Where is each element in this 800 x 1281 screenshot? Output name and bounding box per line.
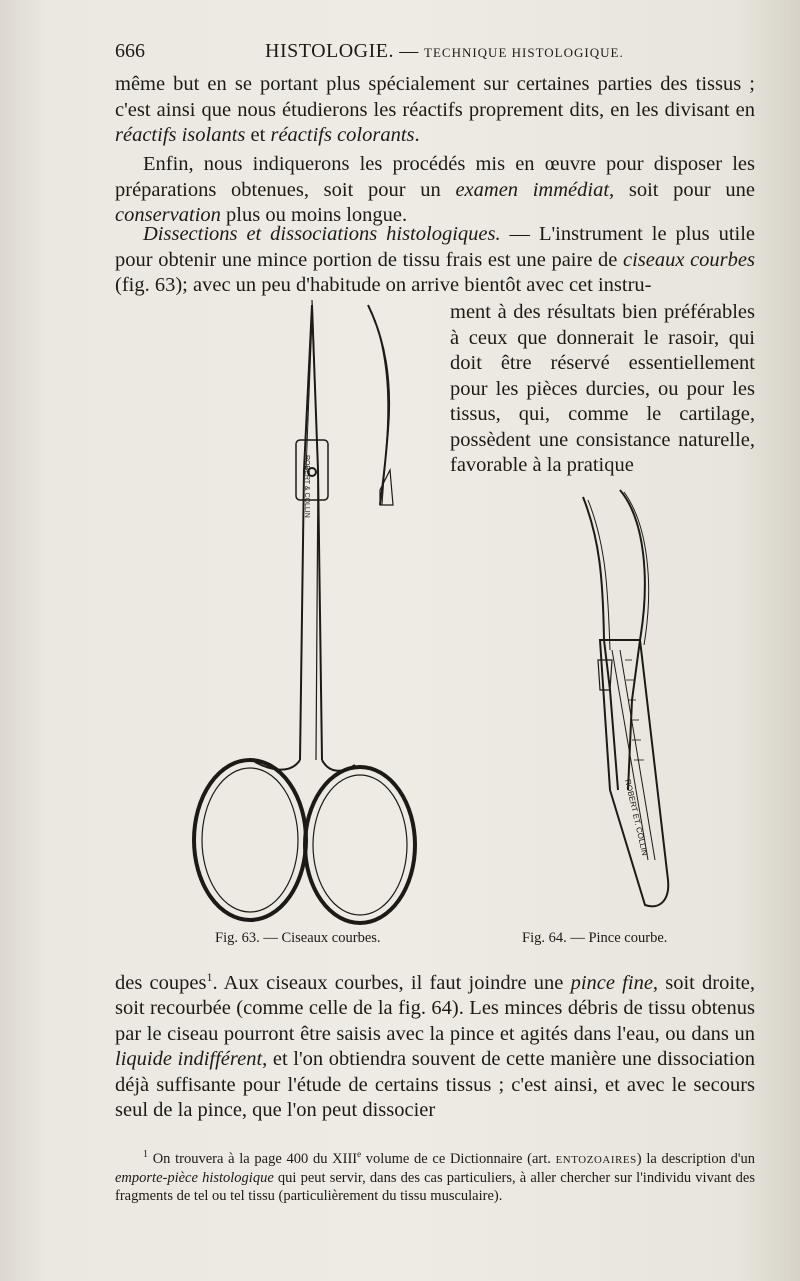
fn-text-b: volume de ce Dictionnaire (art. [361, 1150, 556, 1167]
forceps-stamp: ROBERT ET. COLLIN [623, 778, 650, 857]
paragraph-4 [115, 965, 755, 1124]
figure-64-caption: Fig. 64. — Pince courbe. [522, 930, 668, 946]
p2-italic-examen: examen immédiat, [455, 178, 615, 201]
footnote-ref: 1 [206, 970, 213, 984]
fn-text-a: On trouvera à la page 400 du XIII [148, 1150, 358, 1167]
footnote [115, 1145, 755, 1205]
page-number: 666 [115, 40, 145, 62]
p2-text-e: plus ou moins longue. [220, 204, 408, 226]
section-heading-dissections: Dissections et dissociations histologiques. [143, 223, 501, 245]
header-title-main: HISTOLOGIE. [265, 40, 395, 62]
p3-text-b: — L'instrument le plus utile pour obtenir une mince portion de tissu frais est une paire de [115, 223, 756, 271]
paragraph-3-column: ment à des résultats bien préférables à ceux que donnerait le rasoir, qui doit être réservé essentiellement pour les pièces durcies, ou pour les tissus, qui, comme le cartilage, possèdent une consistance naturelle, favorable à la pratique [450, 301, 755, 476]
p4-text-a: des coupes [115, 971, 207, 994]
p2-text-a: Enfin, nous indiquerons les procédés mis en œuvre pour disposer les préparations obtenues, soit pour un [115, 153, 755, 201]
fn-sup: e [357, 1149, 362, 1159]
p4-italic-pince: pince fine [570, 971, 653, 994]
p1-italic-isolants: réactifs isolants [115, 124, 246, 146]
header-dash: — [399, 41, 419, 62]
p4-text-b: . Aux ciseaux courbes, il faut joindre une [212, 971, 571, 994]
p1-text-c: et [245, 124, 271, 146]
p1-text-a: même but en se portant plus spécialement sur certaines parties des tissus ; c'est ainsi que nous étudierons les réactifs proprement dits, en les divisant en [115, 73, 755, 121]
scissors-stamp: ROBERT & COLLIN [303, 455, 310, 518]
fn-text-f: qui peut servir, dans des cas particuliers, à aller chercher sur l'individu vivant des fragments de tel ou tel tissu (particulièrement du tissu musculaire). [115, 1169, 756, 1204]
p1-italic-colorants: réactifs colorants [270, 124, 415, 146]
p4-text-d: , soit droite, soit recourbée (comme celle de la fig. 64). Les minces débris de tissu obtenus par le ciseau pourront être saisis avec la pince et agités dans l'eau, ou dans un [115, 971, 755, 1045]
p2-italic-conservation: conservation [115, 204, 221, 226]
fn-text-d: ) la description d'un [636, 1150, 755, 1167]
p2-text-c: soit pour une [614, 178, 756, 201]
header-subtitle: TECHNIQUE HISTOLOGIQUE. [424, 45, 624, 60]
footnote-marker: 1 [143, 1149, 148, 1160]
p1-text-e: . [414, 124, 420, 146]
p3-text-d: (fig. 63); avec un peu d'habitude on arrive bientôt avec cet instru- [115, 274, 652, 296]
p3-italic-ciseaux: ciseaux courbes [623, 248, 755, 271]
fn-italic: emporte-pièce histologique [115, 1169, 274, 1186]
figure-63-caption: Fig. 63. — Ciseaux courbes. [215, 930, 381, 946]
p4-text-f: , et l'on obtiendra souvent de cette manière une dissociation déjà suffisante pour l'étude de certains tissus ; c'est ainsi, et avec le secours seul de la pince, que l'on peut dissocier [115, 1048, 755, 1122]
fn-smallcaps: ENTOZOAIRES [555, 1153, 637, 1166]
p4-italic-liquide: liquide indifférent [115, 1048, 263, 1071]
